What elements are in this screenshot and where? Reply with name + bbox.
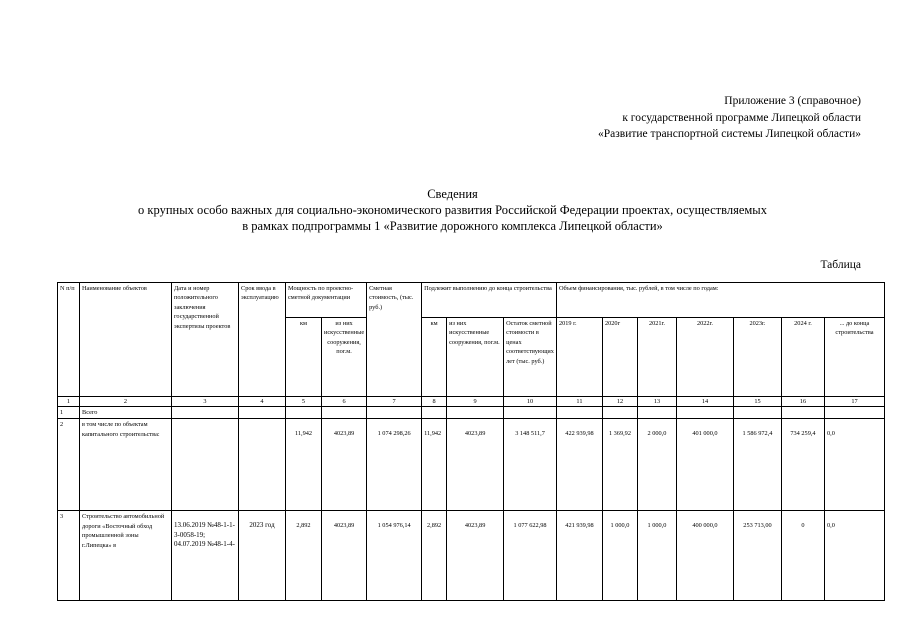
cell-rem-art (447, 407, 504, 419)
cell-2019: 422 939,98 (556, 419, 602, 511)
table-row (58, 511, 885, 601)
cell-2021: 2 000,0 (637, 419, 676, 511)
col-number-16: 16 (781, 397, 824, 407)
cell-2023: 253 713,00 (733, 511, 781, 601)
cell-rem-art: 4023,89 (447, 511, 504, 601)
cell-rem-km (422, 407, 447, 419)
cell-2021 (637, 407, 676, 419)
cell-2019 (556, 407, 602, 419)
cell-2023: 1 586 972,4 (733, 419, 781, 511)
col-number-14: 14 (676, 397, 733, 407)
cell-2020: 1 000,0 (602, 511, 637, 601)
col-number-8: 8 (422, 397, 447, 407)
cell-2022: 400 000,0 (676, 511, 733, 601)
appendix-line-3: «Развитие транспортной системы Липецкой области» (598, 128, 861, 140)
cell-rem-km: 2,892 (422, 511, 447, 601)
title-line-2: о крупных особо важных для социально-экономического развития Российской Федерации проектах, осуществляемых (138, 203, 767, 217)
projects-table (57, 282, 885, 601)
col-number-4: 4 (239, 397, 286, 407)
header-finance: Объем финансирования, тыс. рублей, в том числе по годам: (556, 283, 884, 318)
cell-num: 2 (58, 419, 80, 511)
appendix-line-2: к государственной программе Липецкой области (622, 111, 861, 124)
cell-2020 (602, 407, 637, 419)
cell-2019: 421 939,98 (556, 511, 602, 601)
col-number-5: 5 (286, 397, 322, 407)
header-term: Срок ввода в эксплуатацию (239, 283, 286, 397)
table-row (58, 407, 885, 419)
cell-num: 1 (58, 407, 80, 419)
col-number-1: 1 (58, 397, 80, 407)
cell-end (824, 407, 884, 419)
header-num: N п/п (58, 283, 80, 397)
header-cost: Сметная стоимость, (тыс. руб.) (367, 283, 422, 397)
cell-date (172, 419, 239, 511)
title-line-1: Сведения (427, 187, 478, 201)
appendix-note (598, 93, 861, 143)
header-year-2022: 2022г. (676, 318, 733, 397)
col-number-12: 12 (602, 397, 637, 407)
table-row (58, 419, 885, 511)
header-year-2024: 2024 г. (781, 318, 824, 397)
header-rem-km: км (422, 318, 447, 397)
header-year-2020: 2020г (602, 318, 637, 397)
col-number-6: 6 (322, 397, 367, 407)
cell-art: 4023,89 (322, 511, 367, 601)
col-number-17: 17 (824, 397, 884, 407)
header-remaining: Подлежит выполнению до конца строительства (422, 283, 557, 318)
header-rem-balance: Остаток сметной стоимости в ценах соответствующих лет (тыс. руб.) (504, 318, 557, 397)
col-number-3: 3 (172, 397, 239, 407)
cell-end: 0,0 (824, 419, 884, 511)
cell-km (286, 407, 322, 419)
title-line-3: в рамках подпрограммы 1 «Развитие дорожного комплекса Липецкой области» (242, 219, 663, 233)
header-power-art: из них искусственные сооружения, пог.м. (322, 318, 367, 397)
header-year-end: ... до конца строительства (824, 318, 884, 397)
cell-num: 3 (58, 511, 80, 601)
col-number-9: 9 (447, 397, 504, 407)
cell-2022 (676, 407, 733, 419)
cell-term: 2023 год (239, 511, 286, 601)
table-label: Таблица (820, 259, 861, 271)
cell-name: Строительство автомобильной дороги «Восточный обход промышленной зоны г.Липецка» в (80, 511, 172, 601)
cell-name: в том числе по объектам капитального строительства: (80, 419, 172, 511)
cell-date (172, 407, 239, 419)
cell-2023 (733, 407, 781, 419)
cell-cost (367, 407, 422, 419)
document-title (0, 186, 905, 234)
header-year-2023: 2023г. (733, 318, 781, 397)
header-year-2019: 2019 г. (556, 318, 602, 397)
col-number-13: 13 (637, 397, 676, 407)
cell-2024: 734 259,4 (781, 419, 824, 511)
cell-rem-balance: 3 148 511,7 (504, 419, 557, 511)
cell-2020: 1 369,92 (602, 419, 637, 511)
header-date: Дата и номер положительного заключения государственной экспертизы проектов (172, 283, 239, 397)
cell-rem-balance: 1 077 622,98 (504, 511, 557, 601)
cell-name: Всего (80, 407, 172, 419)
cell-2022: 401 000,0 (676, 419, 733, 511)
appendix-line-1: Приложение 3 (справочное) (724, 95, 861, 107)
cell-art: 4023,89 (322, 419, 367, 511)
cell-rem-km: 11,942 (422, 419, 447, 511)
cell-end: 0,0 (824, 511, 884, 601)
col-number-7: 7 (367, 397, 422, 407)
cell-rem-art: 4023,89 (447, 419, 504, 511)
cell-rem-balance (504, 407, 557, 419)
header-power-km: км (286, 318, 322, 397)
cell-date: 13.06.2019 №48-1-1-3-0058-19; 04.07.2019 №48-1-4- (172, 511, 239, 601)
col-number-2: 2 (80, 397, 172, 407)
cell-km: 2,892 (286, 511, 322, 601)
cell-2021: 1 000,0 (637, 511, 676, 601)
header-name: Наименование объектов (80, 283, 172, 397)
cell-cost: 1 054 976,14 (367, 511, 422, 601)
cell-km: 11,942 (286, 419, 322, 511)
col-number-15: 15 (733, 397, 781, 407)
header-year-2021: 2021г. (637, 318, 676, 397)
cell-art (322, 407, 367, 419)
col-number-11: 11 (556, 397, 602, 407)
cell-term (239, 407, 286, 419)
cell-2024 (781, 407, 824, 419)
col-number-10: 10 (504, 397, 557, 407)
header-power: Мощность по проектно-сметной документации (286, 283, 367, 318)
cell-term (239, 419, 286, 511)
cell-2024: 0 (781, 511, 824, 601)
header-rem-art: из них искусственные сооружения, пог.м. (447, 318, 504, 397)
cell-cost: 1 074 298,26 (367, 419, 422, 511)
